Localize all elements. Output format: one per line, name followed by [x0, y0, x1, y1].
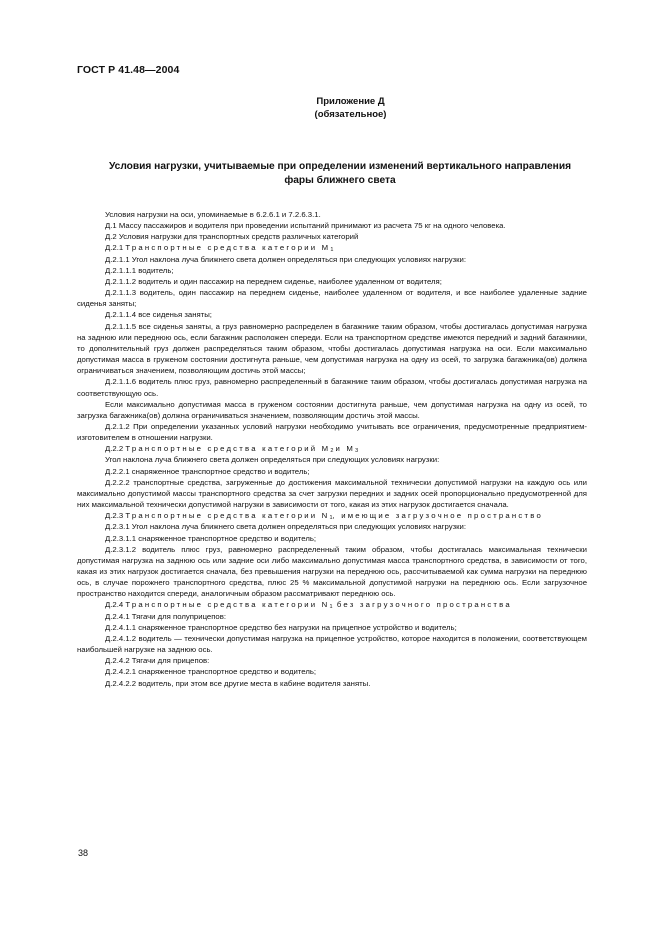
paragraph: Д.2.4.1.1 снаряженное транспортное средство без нагрузки на прицепное устройство и водитель; [105, 622, 457, 632]
clause-heading-text: Транспортные средства категорий M [125, 444, 331, 454]
paragraph: Д.2.1.1 Угол наклона луча ближнего света должен определяться при следующих условиях нагрузки: [105, 254, 467, 264]
clause-heading-text: без загрузочного пространства [332, 600, 512, 610]
paragraph: Условия нагрузки на оси, упоминаемые в 6.2.6.1 и 7.2.6.3.1. [105, 210, 321, 219]
category-subscript: 2 [330, 448, 334, 455]
clause-number: Д.2.3 [105, 511, 124, 521]
paragraph: Д.2.2.1 снаряженное транспортное средство и водитель; [105, 466, 310, 476]
annex-title: Приложение Д [316, 96, 385, 107]
paragraph: Д.2.1.1.5 все сиденья заняты, а груз равномерно распределен в багажнике таким образом, чтобы достигалась допустимая нагрузка на заднюю или переднюю ось, если багажник расположен спереди. Если на транспортном средстве имеются передний и задний багажники, то дополнительный груз должен распределяться таким образом, чтобы достигалась допустимая нагрузка на оси. Если максимально допустимая масса в груженом состоянии достигнута раньше, чем допустимая нагрузка на одну из осей, то загрузка багажника(ов) должна ограничиваться значением, позволяющим достичь этой массы; [77, 321, 587, 376]
standard-header: ГОСТ Р 41.48—2004 [77, 64, 180, 76]
paragraph: Д.2.2.2 транспортные средства, загруженные до достижения максимальной технически допустимой нагрузки на каждую ось или максимально допустимой массы транспортного средства за счет загрузки передних и задних осей пропорционально предусмотренной для них максимальной технически допустимой нагрузки в зависимости от того, какая из этих нагрузок достигается сначала. [77, 477, 587, 510]
category-subscript: 1 [330, 247, 334, 254]
subsection-heading [77, 599, 587, 610]
annex-status: (обязательное) [314, 109, 387, 120]
paragraph: Д.2.1.1.1 водитель; [105, 265, 174, 275]
section-title-line-2: фары ближнего света [284, 174, 396, 186]
paragraph: Д.2.4.1.2 водитель — технически допустимая нагрузка на прицепное устройство, которое находится в положении, соответствующем наибольшей нагрузке на заднюю ось. [77, 633, 587, 655]
category-subscript: 1 [329, 515, 333, 522]
clause-number: Д.2.1 [105, 243, 124, 253]
document-body [77, 209, 587, 689]
page-number: 38 [78, 848, 89, 858]
paragraph: Д.2.3.1 Угол наклона луча ближнего света должен определяться при следующих условиях нагрузки: [105, 522, 467, 532]
subsection-heading [77, 443, 587, 454]
paragraph: Д.2.1.1.4 все сиденья заняты; [105, 310, 212, 320]
paragraph: Если максимально допустимая масса в груженом состоянии достигнута раньше, чем допустимая нагрузка на одну из осей, то загрузка багажника(ов) должна ограничиваться значением, позволяющим достичь этой массы. [77, 399, 587, 420]
paragraph: Д.2.3.1.2 водитель плюс груз, равномерно распределенный таким образом, чтобы достигалась максимальная технически допустимая нагрузка на заднюю ось или задние оси либо максимально допустимая масса транспортного средства, в зависимости от того, какая из этих нагрузок достигается сначала, без превышения нагрузки на переднюю ось, рассчитываемой как сумма нагрузки на переднюю ось, в случае порожнего транспортного средства, плюс 25 % максимальной допустимой нагрузки на переднюю ось. Если загрузочное пространство находится спереди, аналогичным образом рассматривают переднюю ось. [77, 544, 587, 599]
clause-heading-text: , имеющие загрузочное пространство [332, 511, 543, 521]
subsection-heading [77, 242, 587, 253]
paragraph: Д.2.1.1.2 водитель и один пассажир на переднем сиденье, наиболее удаленном от водителя; [105, 276, 442, 286]
paragraph: Д.2.4.2 Тягачи для прицепов: [105, 656, 210, 666]
paragraph: Д.2.1.2 При определении указанных условий нагрузки необходимо учитывать все ограничения, предусмотренные предприятием-изготовителем в отношении нагрузки. [77, 421, 587, 443]
category-subscript: 3 [355, 448, 359, 455]
section-title-line-1: Условия нагрузки, учитываемые при определении изменений вертикального направления [108, 161, 572, 172]
paragraph: Д.2.4.2.1 снаряженное транспортное средство и водитель; [105, 667, 317, 677]
category-subscript: 1 [329, 604, 333, 611]
clause-number: Д.2.2 [105, 444, 124, 454]
clause-heading-text: Транспортные средства категории N [125, 511, 330, 521]
clause-heading-text: Транспортные средства категории M [125, 243, 331, 253]
paragraph: Угол наклона луча ближнего света должен определяться при следующих условиях нагрузки: [105, 455, 440, 465]
section-title [80, 160, 600, 187]
paragraph: Д.2.4.1 Тягачи для полуприцепов: [105, 611, 227, 621]
subsection-heading [77, 510, 587, 521]
clause-heading-text: Транспортные средства категории N [125, 600, 330, 610]
clause-number: Д.2.4 [105, 600, 124, 610]
paragraph: Д.2.1.1.3 водитель, один пассажир на переднем сиденье, наиболее удаленном от водителя, и все наиболее удаленные задние сиденья заняты; [77, 288, 587, 309]
paragraph: Д.2.3.1.1 снаряженное транспортное средство и водитель; [105, 533, 317, 543]
clause-heading-text: и M [335, 444, 356, 454]
paragraph: Д.2.4.2.2 водитель, при этом все другие места в кабине водителя заняты. [105, 678, 371, 688]
paragraph: Д.1 Массу пассажиров и водителя при проведении испытаний принимают из расчета 75 кг на одного человека. [105, 221, 506, 231]
paragraph: Д.2.1.1.6 водитель плюс груз, равномерно распределенный в багажнике таким образом, чтобы достигалась допустимая нагрузка на соответствующую ось. [77, 377, 587, 398]
paragraph: Д.2 Условия нагрузки для транспортных средств различных категорий [105, 232, 359, 242]
